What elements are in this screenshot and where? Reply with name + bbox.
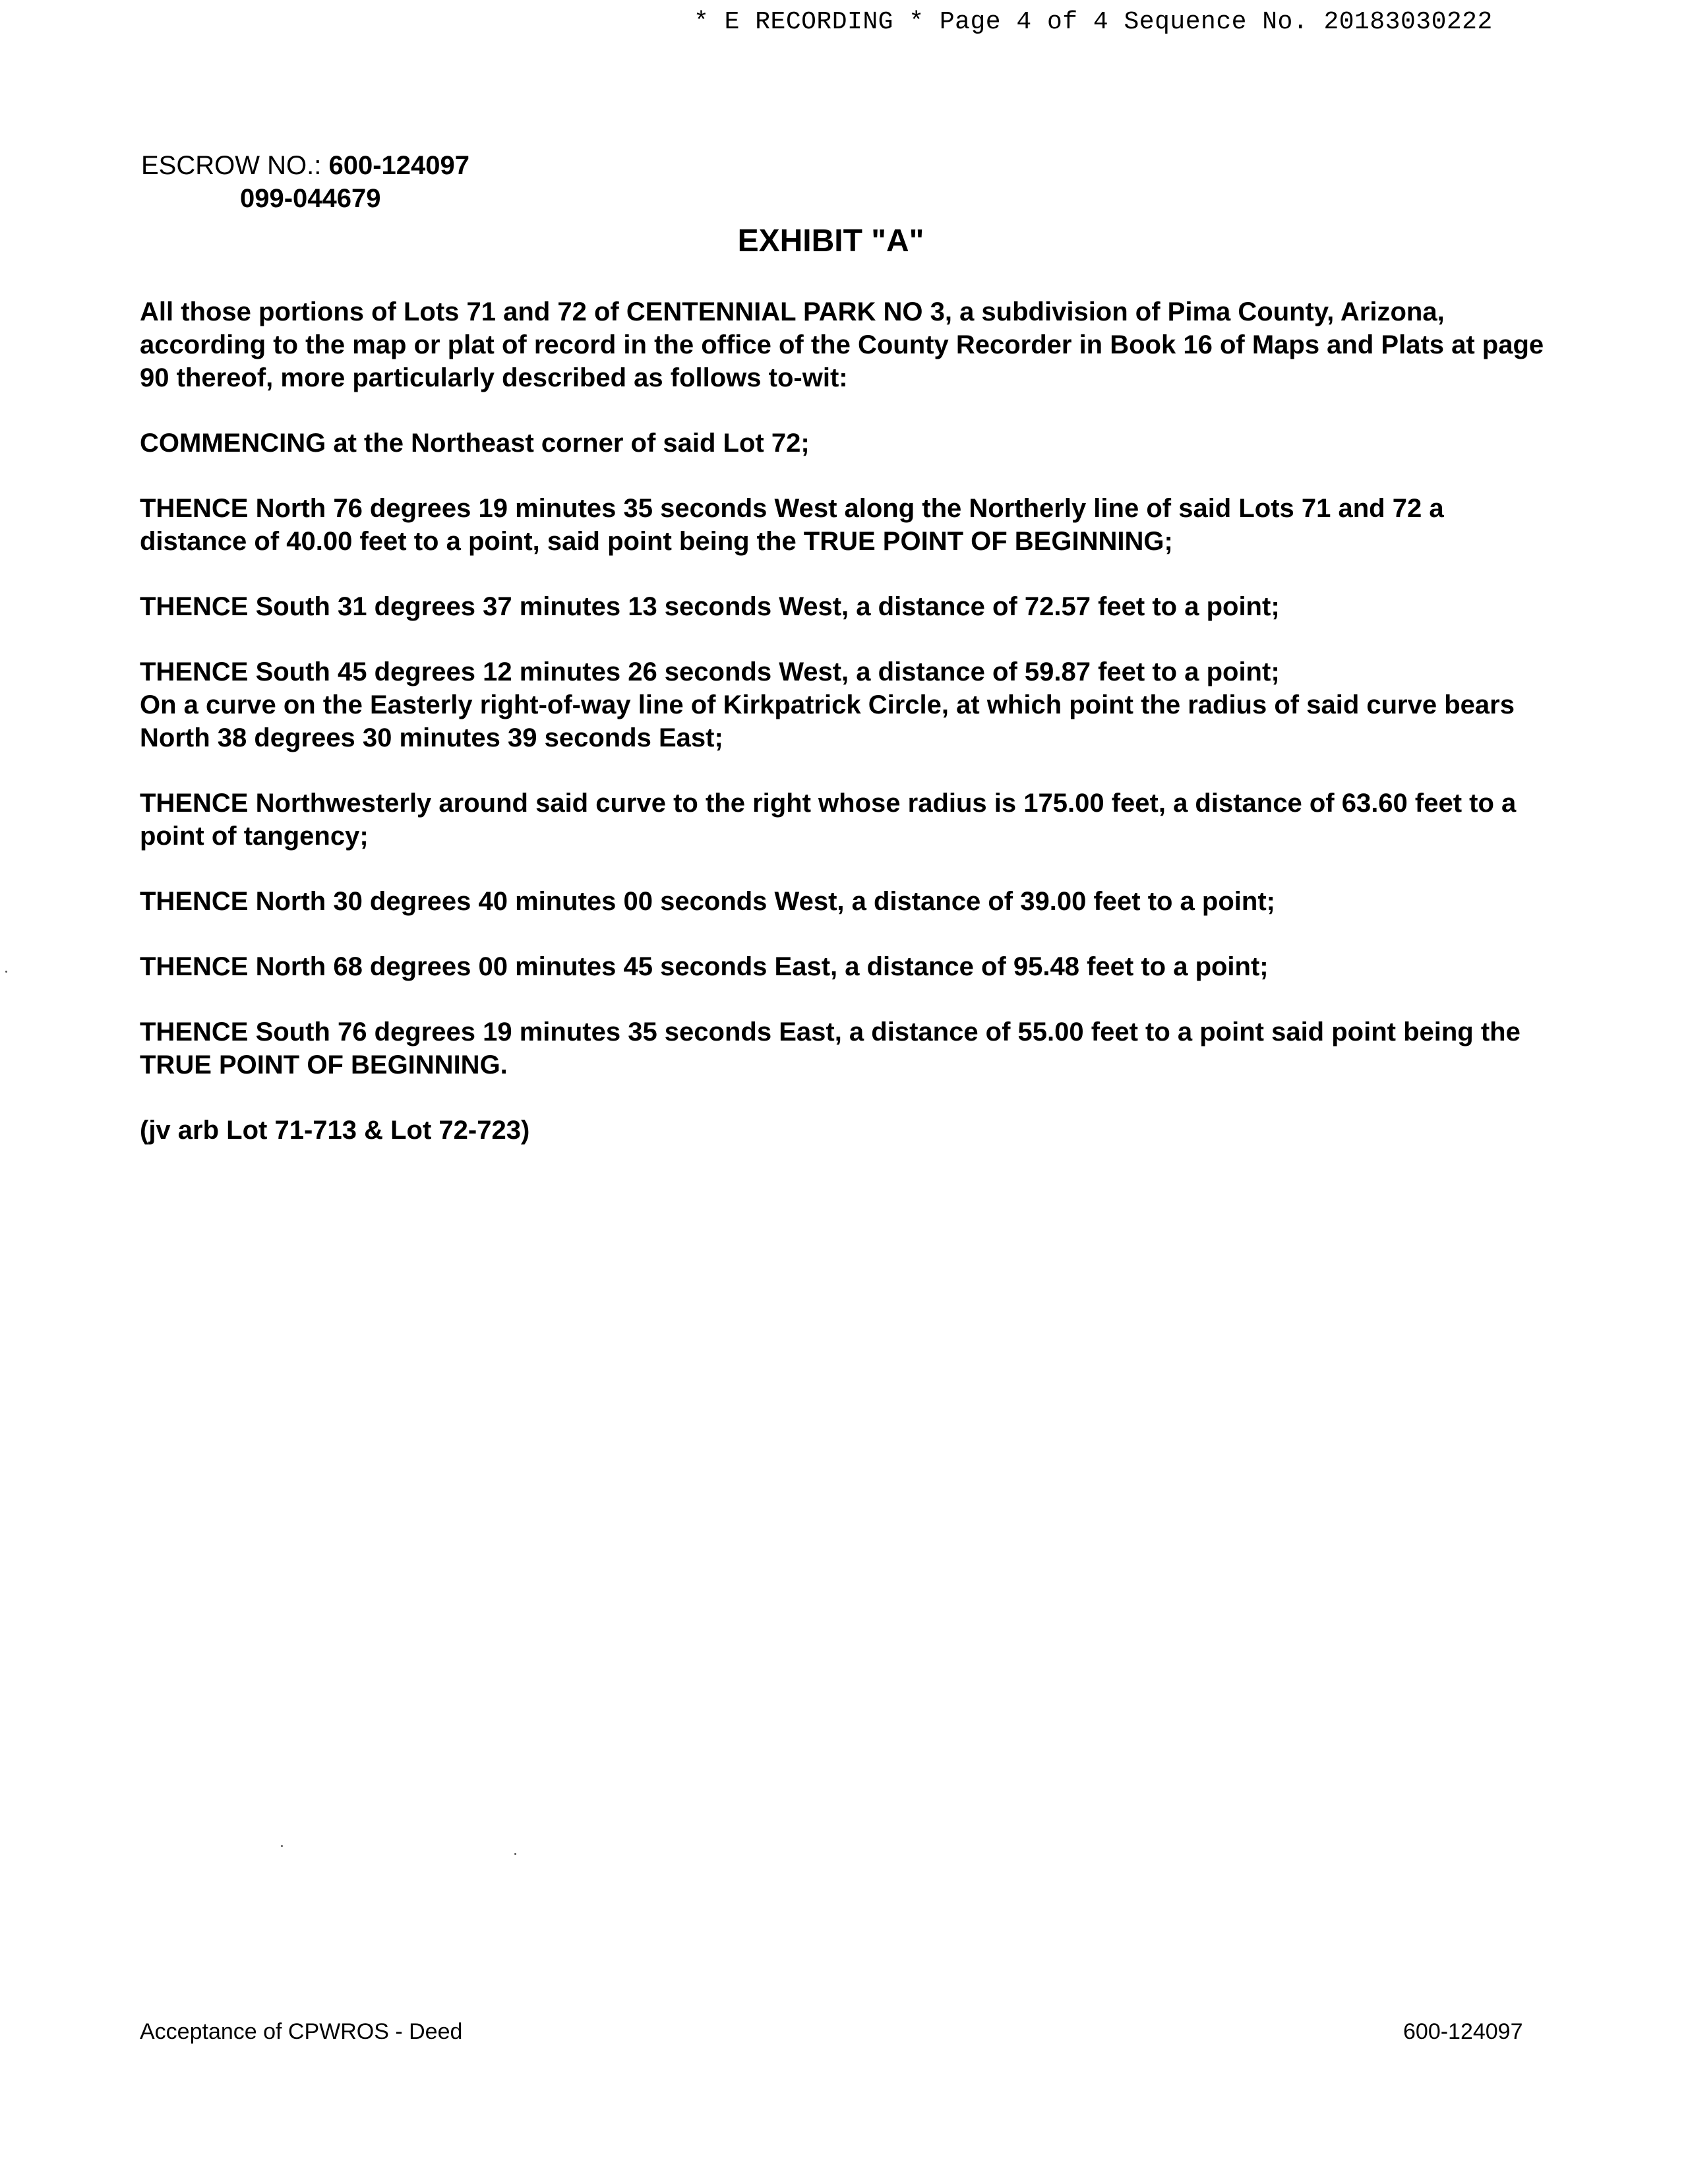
escrow-number: 600-124097 [328,151,470,180]
intro-paragraph: All those portions of Lots 71 and 72 of CENTENNIAL PARK NO 3, a subdivision of Pima County, Arizona, according to the map or plat of record in the office of the County Recorder in Book 16 of Maps and Plats at page 90 thereof, more particularly described as follows to-wit: [140,297,1544,392]
scan-speck [5,971,7,973]
legal-description [140,295,1551,1179]
course-paragraph-6: THENCE North 68 degrees 00 minutes 45 seconds East, a distance of 95.48 feet to a point; [140,952,1269,981]
lot-note: (jv arb Lot 71-713 & Lot 72-723) [140,1116,530,1145]
scan-speck [514,1853,516,1855]
scan-speck [281,1845,283,1847]
footer-document-title: Acceptance of CPWROS - Deed [140,2019,463,2044]
exhibit-title-text: EXHIBIT "A" [737,224,924,258]
course-paragraph-4: THENCE Northwesterly around said curve to the right whose radius is 175.00 feet, a distance of 63.60 feet to a point of tangency; [140,789,1517,851]
course-paragraph-3: THENCE South 45 degrees 12 minutes 26 seconds West, a distance of 59.87 feet to a point; [140,657,1280,686]
escrow-second-number: 099-044679 [240,184,381,213]
commencing-paragraph: COMMENCING at the Northeast corner of said Lot 72; [140,429,810,458]
course-paragraph-2: THENCE South 31 degrees 37 minutes 13 seconds West, a distance of 72.57 feet to a point; [140,592,1280,621]
course-paragraph-3-continued: On a curve on the Easterly right-of-way line of Kirkpatrick Circle, at which point the radius of said curve bears North 38 degrees 30 minutes 39 seconds East; [140,690,1515,752]
escrow-label: ESCROW NO.: [141,151,322,180]
recording-stamp: * E RECORDING * Page 4 of 4 Sequence No. 20183030222 [694,8,1493,36]
exhibit-title [0,223,1688,259]
course-paragraph-5: THENCE North 30 degrees 40 minutes 00 seconds West, a distance of 39.00 feet to a point; [140,887,1275,916]
escrow-block [141,149,469,215]
course-paragraph-7: THENCE South 76 degrees 19 minutes 35 seconds East, a distance of 55.00 feet to a point said point being the TRUE POINT OF BEGINNING. [140,1017,1521,1079]
footer-escrow-number: 600-124097 [1403,2019,1523,2044]
course-paragraph-1: THENCE North 76 degrees 19 minutes 35 seconds West along the Northerly line of said Lots 71 and 72 a distance of 40.00 feet to a point, said point being the TRUE POINT OF BEGINNING; [140,494,1444,556]
